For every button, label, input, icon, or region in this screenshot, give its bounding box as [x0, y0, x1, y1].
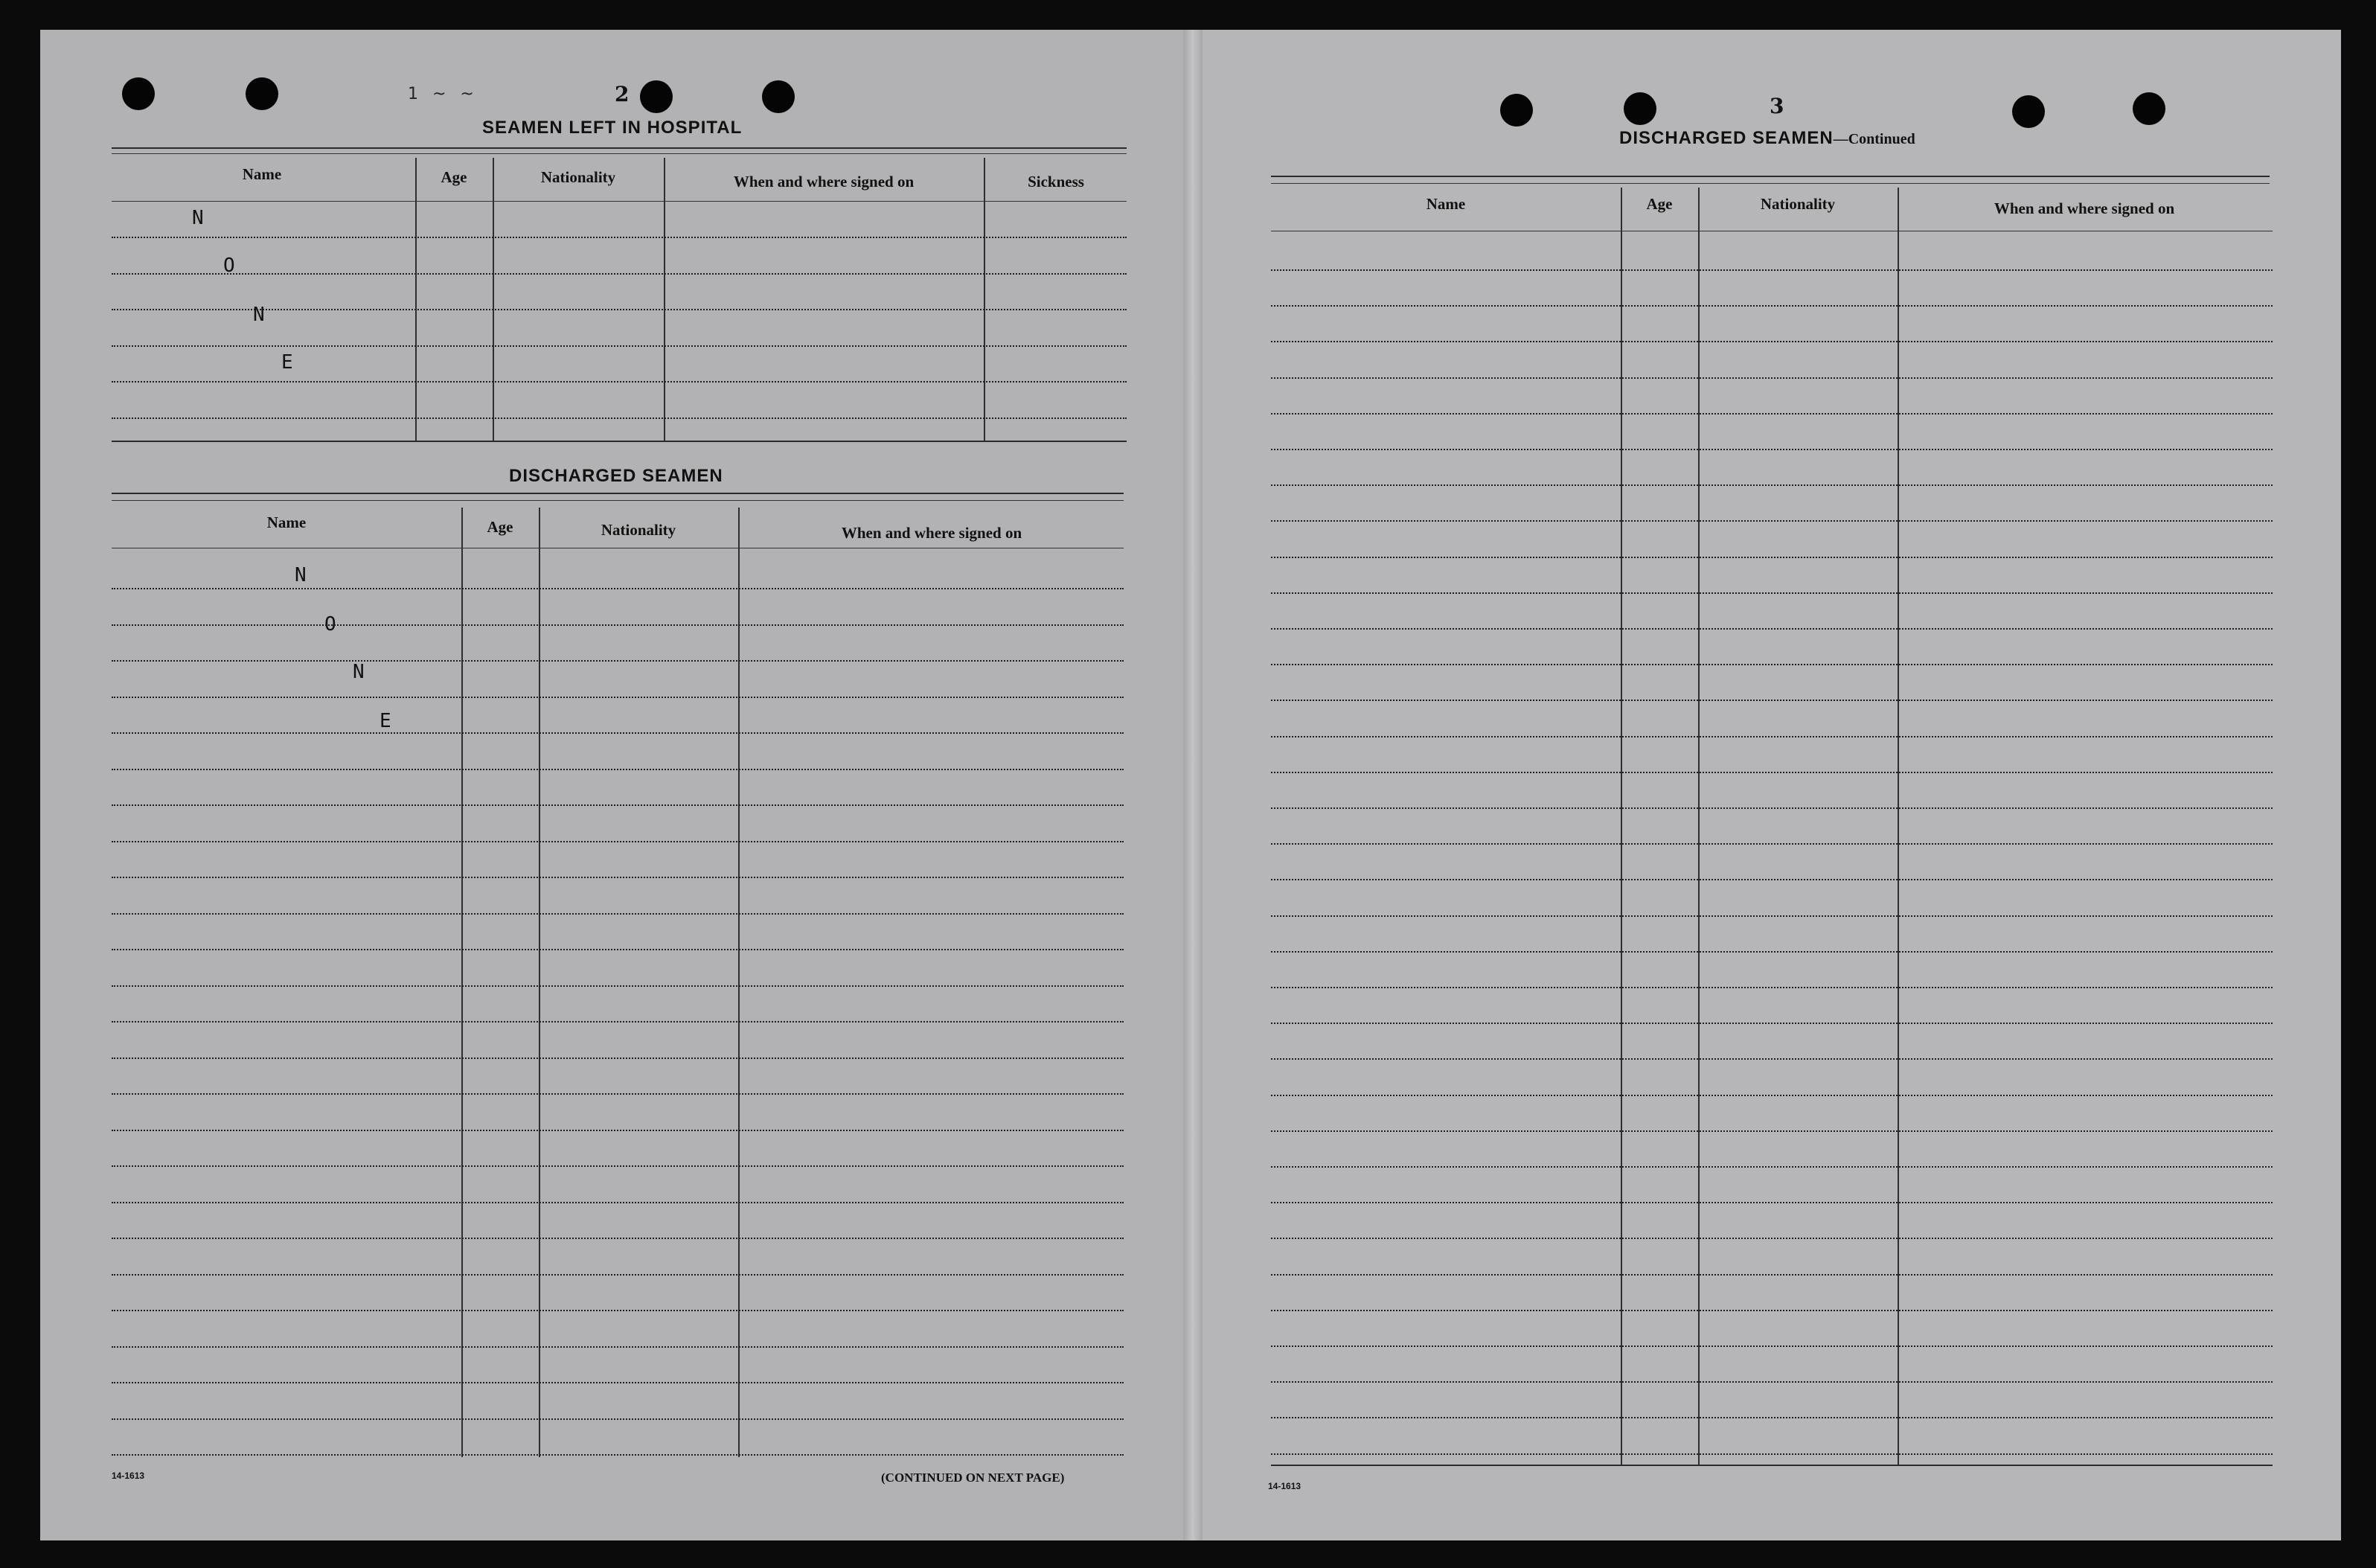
row-rule	[112, 1130, 1124, 1131]
row-rule	[1271, 1202, 2273, 1203]
typed-letter: E	[380, 710, 391, 732]
typed-letter: N	[353, 661, 365, 683]
row-rule	[1271, 1417, 2273, 1418]
row-rule	[112, 1057, 1124, 1059]
row-rule	[1271, 1274, 2273, 1276]
row-rule	[1271, 664, 2273, 665]
row-rule	[1271, 700, 2273, 701]
column-header-age: Age	[1646, 195, 1673, 213]
row-rule	[112, 1346, 1124, 1348]
punch-hole	[2012, 95, 2045, 128]
table-bottom-rule	[1271, 1465, 2273, 1466]
title-rule	[112, 147, 1127, 149]
header-rule	[112, 201, 1127, 202]
title-rule	[112, 493, 1124, 494]
row-rule	[112, 1382, 1124, 1383]
column-header-name: Name	[242, 165, 282, 183]
column-header-nationality: Nationality	[1760, 195, 1836, 213]
title-suffix: —Continued	[1833, 131, 1915, 147]
margin-scribble: 1 ~ ~	[408, 85, 478, 103]
form-code-right: 14-1613	[1268, 1481, 1301, 1491]
row-rule	[112, 985, 1124, 987]
row-rule	[1271, 305, 2273, 307]
row-rule	[1271, 592, 2273, 594]
column-divider	[1621, 188, 1622, 1465]
column-divider	[738, 508, 740, 1457]
typed-letter: N	[192, 207, 204, 229]
title-main: DISCHARGED SEAMEN	[1619, 128, 1834, 148]
row-rule	[112, 660, 1124, 662]
title-rule	[1271, 176, 2270, 177]
typed-letter: O	[324, 613, 336, 636]
row-rule	[1271, 1238, 2273, 1239]
row-rule	[112, 309, 1127, 310]
page-number-left: 2	[615, 82, 630, 106]
row-rule	[112, 588, 1124, 589]
punch-hole	[762, 80, 795, 113]
punch-hole	[246, 77, 278, 110]
row-rule	[1271, 628, 2273, 630]
row-rule	[1271, 1023, 2273, 1024]
row-rule	[1271, 449, 2273, 450]
column-divider	[493, 158, 494, 441]
punch-hole	[2133, 92, 2165, 125]
column-header-sickness: Sickness	[1028, 173, 1084, 191]
row-rule	[112, 1021, 1124, 1023]
column-divider	[664, 158, 665, 441]
row-rule	[1271, 484, 2273, 486]
row-rule	[112, 697, 1124, 698]
row-rule	[112, 769, 1124, 770]
row-rule	[1271, 377, 2273, 379]
table-bottom-rule	[112, 441, 1127, 442]
row-rule	[112, 417, 1127, 419]
row-rule	[112, 624, 1124, 626]
row-rule	[112, 913, 1124, 915]
row-rule	[1271, 1453, 2273, 1455]
column-divider	[1698, 188, 1700, 1465]
typed-letter: N	[253, 304, 265, 326]
row-rule	[112, 1202, 1124, 1203]
row-rule	[1271, 987, 2273, 988]
row-rule	[112, 1165, 1124, 1167]
typed-letter: O	[223, 255, 235, 277]
column-header-nationality: Nationality	[540, 168, 616, 186]
right-page	[1195, 30, 2341, 1540]
row-rule	[112, 345, 1127, 347]
discharged-section-title: DISCHARGED SEAMEN	[509, 466, 723, 486]
row-rule	[1271, 951, 2273, 953]
row-rule	[1271, 915, 2273, 917]
row-rule	[112, 1238, 1124, 1239]
form-code-left: 14-1613	[112, 1471, 145, 1481]
column-header-name: Name	[266, 513, 307, 531]
row-rule	[1271, 557, 2273, 558]
row-rule	[1271, 1310, 2273, 1311]
punch-hole	[122, 77, 155, 110]
row-rule	[112, 1274, 1124, 1276]
title-rule	[112, 153, 1127, 154]
row-rule	[112, 1454, 1124, 1456]
column-header-name: Name	[1426, 195, 1466, 213]
title-rule	[112, 500, 1124, 501]
column-divider	[539, 508, 540, 1457]
typed-letter: N	[295, 564, 307, 586]
row-rule	[1271, 341, 2273, 342]
row-rule	[1271, 807, 2273, 809]
column-divider	[415, 158, 417, 441]
row-rule	[1271, 520, 2273, 522]
column-header-when-where: When and where signed on	[1994, 199, 2175, 217]
continued-note: (CONTINUED ON NEXT PAGE)	[881, 1471, 1065, 1485]
title-rule	[1271, 183, 2270, 184]
page-number-right: 3	[1770, 94, 1784, 118]
page-gutter	[1183, 30, 1203, 1540]
row-rule	[112, 237, 1127, 238]
row-rule	[112, 1093, 1124, 1095]
row-rule	[1271, 772, 2273, 773]
typed-letter: E	[281, 351, 293, 374]
row-rule	[112, 949, 1124, 950]
row-rule	[112, 804, 1124, 806]
row-rule	[112, 877, 1124, 878]
column-header-age: Age	[441, 168, 467, 186]
row-rule	[1271, 413, 2273, 415]
column-header-when-where: When and where signed on	[733, 173, 915, 191]
punch-hole	[1624, 92, 1656, 125]
column-header-age: Age	[487, 518, 513, 536]
row-rule	[112, 841, 1124, 842]
punch-hole	[1500, 94, 1533, 127]
row-rule	[112, 732, 1124, 734]
column-divider	[461, 508, 463, 1457]
column-header-nationality: Nationality	[601, 521, 676, 539]
row-rule	[112, 1418, 1124, 1420]
row-rule	[1271, 1381, 2273, 1383]
row-rule	[112, 273, 1127, 275]
column-divider	[984, 158, 985, 441]
row-rule	[1271, 1130, 2273, 1132]
row-rule	[1271, 843, 2273, 845]
discharged-continued-title	[1619, 128, 1915, 149]
row-rule	[1271, 1345, 2273, 1347]
row-rule	[1271, 736, 2273, 737]
column-divider	[1898, 188, 1899, 1465]
row-rule	[1271, 1058, 2273, 1060]
row-rule	[1271, 1166, 2273, 1168]
left-page	[40, 30, 1192, 1540]
hospital-section-title: SEAMEN LEFT IN HOSPITAL	[482, 118, 743, 138]
row-rule	[1271, 269, 2273, 271]
row-rule	[1271, 1095, 2273, 1096]
punch-hole	[640, 80, 673, 113]
row-rule	[112, 381, 1127, 383]
column-header-when-where: When and where signed on	[841, 524, 1022, 542]
row-rule	[112, 1310, 1124, 1311]
row-rule	[1271, 879, 2273, 880]
